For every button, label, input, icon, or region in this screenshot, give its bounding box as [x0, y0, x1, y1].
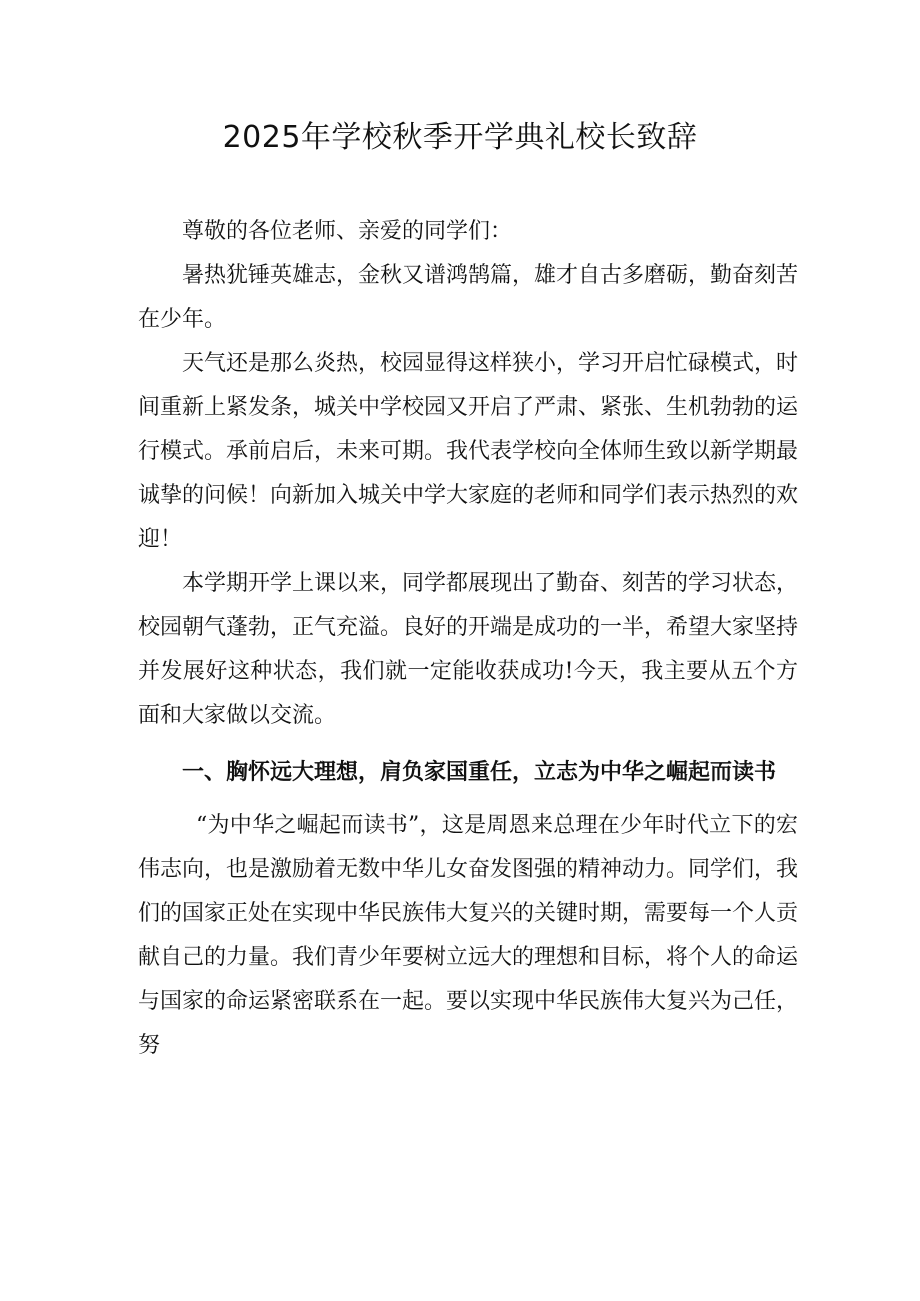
paragraph-section-1: “为中华之崛起而读书”，这是周恩来总理在少年时代立下的宏伟志向，也是激励着无数中华儿女奋发图强的精神动力。同学们，我们的国家正处在实现中华民族伟大复兴的关键时期，需要每一个人贡献自己的力量。我们青少年要树立远大的理想和目标，将个人的命运与国家的命运紧密联系在一起。要以实现中华民族伟大复兴为己任，努 — [138, 813, 799, 1058]
document-body — [138, 210, 798, 1068]
document-title: 2025年学校秋季开学典礼校长致辞 — [222, 120, 698, 155]
paragraph-opening-couplet: 暑热犹锤英雄志，金秋又谱鸿鹄篇，雄才自古多磨砺，勤奋刻苦在少年。 — [138, 263, 799, 332]
paragraph-welcome: 天气还是那么炎热，校园显得这样狭小，学习开启忙碌模式，时间重新上紧发条，城关中学校园又开启了严肃、紧张、生机勃勃的运行模式。承前启后，未来可期。我代表学校向全体师生致以新学期最诚挚的问候！向新加入城关中学大家庭的老师和同学们表示热烈的欢迎！ — [138, 351, 799, 552]
paragraph-introduction: 本学期开学上课以来，同学都展现出了勤奋、刻苦的学习状态，校园朝气蓬勃，正气充溢。良好的开端是成功的一半，希望大家坚持并发展好这种状态，我们就一定能收获成功!今天，我主要从五个方面和大家做以交流。 — [138, 571, 799, 728]
section-heading-1: 一、胸怀远大理想，肩负家国重任，立志为中华之崛起而读书 — [182, 760, 777, 785]
greeting: 尊敬的各位老师、亲爱的同学们： — [182, 219, 513, 244]
